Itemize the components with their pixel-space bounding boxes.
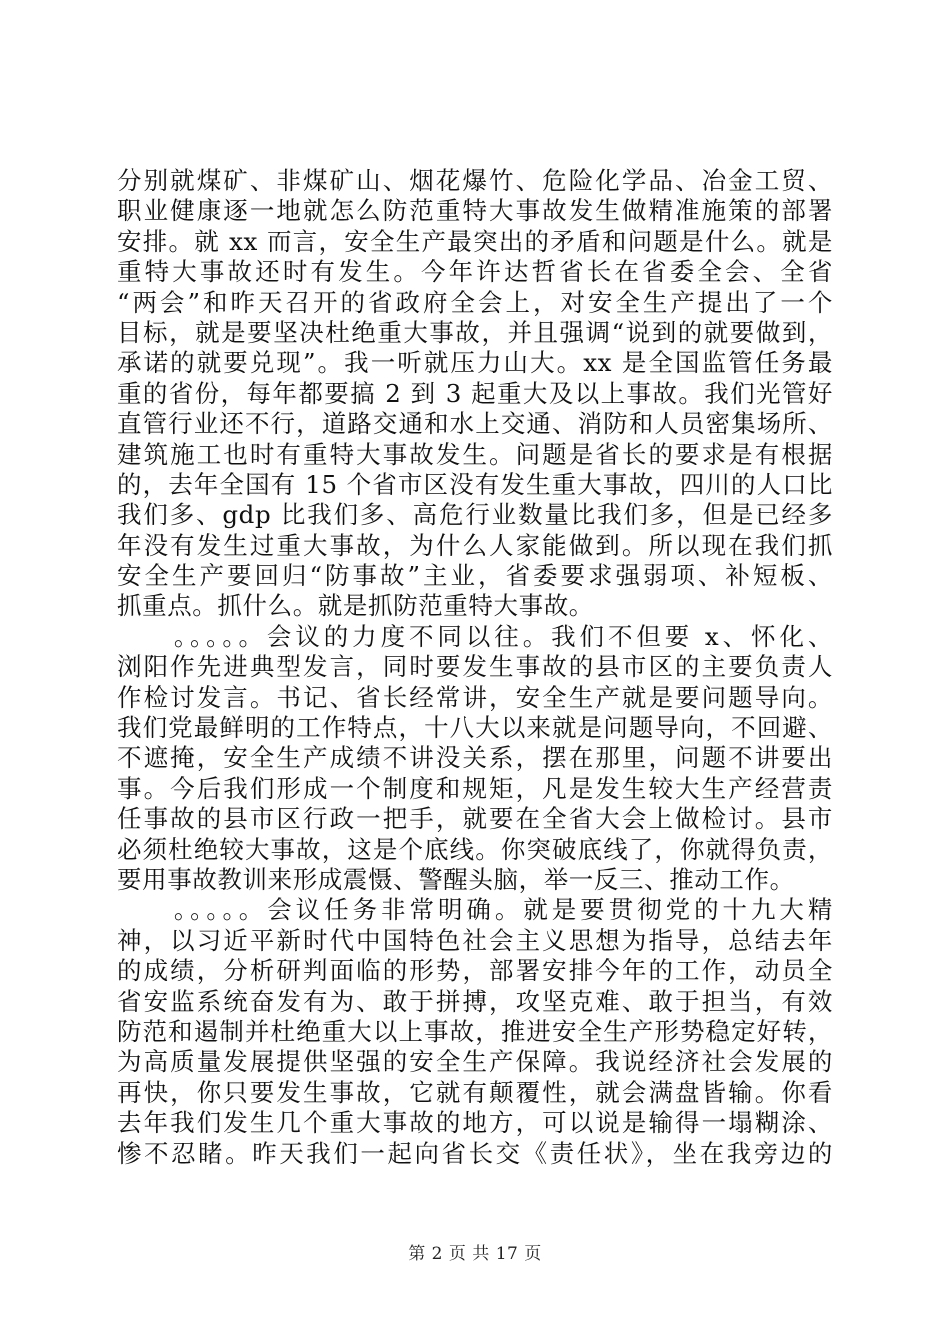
text-line: 的成绩，分析研判面临的形势，部署安排今年的工作，动员全	[117, 956, 833, 986]
text-line: 作检讨发言。书记、省长经常讲，安全生产就是要问题导向。	[117, 682, 833, 712]
text-line: 再快，你只要发生事故，它就有颠覆性，就会满盘皆输。你看	[117, 1077, 833, 1107]
text-line: 的，去年全国有 15 个省市区没有发生重大事故，四川的人口比	[117, 469, 833, 499]
text-line: 不遮掩，安全生产成绩不讲没关系，摆在那里，问题不讲要出	[117, 743, 833, 773]
text-line: 我们多、gdp 比我们多、高危行业数量比我们多，但是已经多	[117, 500, 833, 530]
text-line: “两会”和昨天召开的省政府全会上，对安全生产提出了一个	[117, 287, 833, 317]
text-line: 惨不忍睹。昨天我们一起向省长交《责任状》，坐在我旁边的	[117, 1138, 833, 1168]
text-line: 事。今后我们形成一个制度和规矩，凡是发生较大生产经营责	[117, 773, 833, 803]
text-line: 省安监系统奋发有为、敢于拼搏，攻坚克难、敢于担当，有效	[117, 986, 833, 1016]
text-line: 重的省份，每年都要搞 2 到 3 起重大及以上事故。我们光管好	[117, 378, 833, 408]
text-line: 必须杜绝较大事故，这是个底线。你突破底线了，你就得负责，	[117, 834, 833, 864]
text-line: 神，以习近平新时代中国特色社会主义思想为指导，总结去年	[117, 925, 833, 955]
text-line: 承诺的就要兑现”。我一听就压力山大。xx 是全国监管任务最	[117, 348, 833, 378]
body-text	[117, 166, 833, 1169]
text-line: 去年我们发生几个重大事故的地方，可以说是输得一塌糊涂、	[117, 1108, 833, 1138]
text-line: 防范和遏制并杜绝重大以上事故，推进安全生产形势稳定好转，	[117, 1016, 833, 1046]
text-line: 直管行业还不行，道路交通和水上交通、消防和人员密集场所、	[117, 409, 833, 439]
text-line: 任事故的县市区行政一把手，就要在全省大会上做检讨。县市	[117, 804, 833, 834]
text-line: 职业健康逐一地就怎么防范重特大事故发生做精准施策的部署	[117, 196, 833, 226]
text-line: 重特大事故还时有发生。今年许达哲省长在省委全会、全省	[117, 257, 833, 287]
text-line: 。。。。。会议任务非常明确。就是要贯彻党的十九大精	[117, 895, 833, 925]
page-number-footer: 第 2 页 共 17 页	[408, 1244, 542, 1264]
text-line: 。。。。。会议的力度不同以往。我们不但要 x、怀化、	[117, 621, 833, 651]
text-line: 要用事故教训来形成震慑、警醒头脑，举一反三、推动工作。	[117, 864, 795, 894]
text-line: 抓重点。抓什么。就是抓防范重特大事故。	[117, 591, 594, 621]
text-line: 安排。就 xx 而言，安全生产最突出的矛盾和问题是什么。就是	[117, 226, 833, 256]
text-line: 建筑施工也时有重特大事故发生。问题是省长的要求是有根据	[117, 439, 833, 469]
text-line: 年没有发生过重大事故，为什么人家能做到。所以现在我们抓	[117, 530, 833, 560]
text-line: 浏阳作先进典型发言，同时要发生事故的县市区的主要负责人	[117, 652, 833, 682]
text-line: 我们党最鲜明的工作特点，十八大以来就是问题导向，不回避、	[117, 713, 833, 743]
text-line: 为高质量发展提供坚强的安全生产保障。我说经济社会发展的	[117, 1047, 833, 1077]
text-line: 分别就煤矿、非煤矿山、烟花爆竹、危险化学品、冶金工贸、	[117, 166, 833, 195]
text-line: 安全生产要回归“防事故”主业，省委要求强弱项、补短板、	[117, 561, 833, 591]
text-line: 目标，就是要坚决杜绝重大事故，并且强调“说到的就要做到，	[117, 317, 833, 347]
